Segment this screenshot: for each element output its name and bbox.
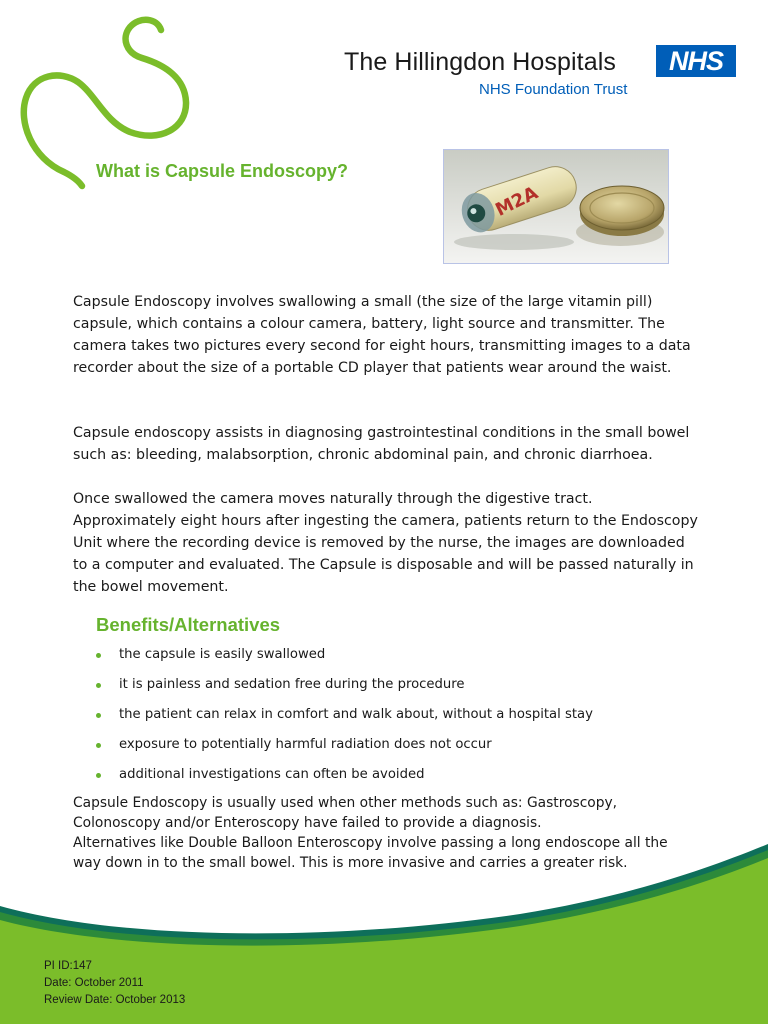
benefits-heading: Benefits/Alternatives xyxy=(96,614,281,635)
capsule-photo xyxy=(443,149,669,264)
list-item-text: the patient can relax in comfort and walk about, without a hospital stay xyxy=(119,707,593,722)
list-item xyxy=(95,763,655,793)
list-item-text: it is painless and sedation free during the procedure xyxy=(119,677,465,692)
intro-paragraph: Capsule Endoscopy involves swallowing a small (the size of the large vitamin pill) capsule, which contains a colour camera, battery, light source and transmitter. The camera takes two pictures every second for eight hours, transmitting images to a data recorder about the size of a portable CD player that patients wear around the waist. xyxy=(73,294,691,376)
document-info xyxy=(44,958,185,1009)
organisation-name: The Hillingdon Hospitals xyxy=(344,48,616,76)
list-item xyxy=(95,673,655,703)
conditions-paragraph: Capsule endoscopy assists in diagnosing gastrointestinal conditions in the small bowel such as: bleeding, malabsorption, chronic abdominal pain, and chronic diarrhoea. xyxy=(73,425,690,463)
bullet-icon xyxy=(96,743,101,748)
bullet-icon xyxy=(96,653,101,658)
list-item xyxy=(95,703,655,733)
nhs-logo: NHS xyxy=(656,45,736,77)
capsule-label: M2A xyxy=(492,182,542,221)
alternatives-paragraph: Alternatives like Double Balloon Enteroscopy involve passing a long endoscope all the way down in to the small bowel. This is more invasive and carries a greater risk. xyxy=(73,835,668,871)
review-date: Review Date: October 2013 xyxy=(44,994,186,1006)
organisation-subtitle: NHS Foundation Trust xyxy=(479,81,628,98)
list-item xyxy=(95,643,655,673)
bullet-icon xyxy=(96,773,101,778)
usage-paragraph: Capsule Endoscopy is usually used when other methods such as: Gastroscopy, Colonoscopy and/or Enteroscopy have failed to provide a diagnosis. xyxy=(73,795,618,831)
procedure-paragraph: Once swallowed the camera moves naturally through the digestive tract. Approximately eight hours after ingesting the camera, patients return to the Endoscopy Unit where the recording device is removed by the nurse, the images are downloaded to a computer and evaluated. The Capsule is disposable and will be passed naturally in the bowel movement. xyxy=(73,491,698,595)
list-item-text: additional investigations can often be avoided xyxy=(119,767,425,782)
page-title: What is Capsule Endoscopy? xyxy=(96,161,349,181)
benefits-list xyxy=(95,643,655,793)
bullet-icon xyxy=(96,683,101,688)
list-item-text: the capsule is easily swallowed xyxy=(119,647,326,662)
list-item-text: exposure to potentially harmful radiation does not occur xyxy=(119,737,492,752)
bullet-icon xyxy=(96,713,101,718)
issue-date: Date: October 2011 xyxy=(44,977,144,989)
pi-id: PI ID:147 xyxy=(44,960,92,972)
list-item xyxy=(95,733,655,763)
